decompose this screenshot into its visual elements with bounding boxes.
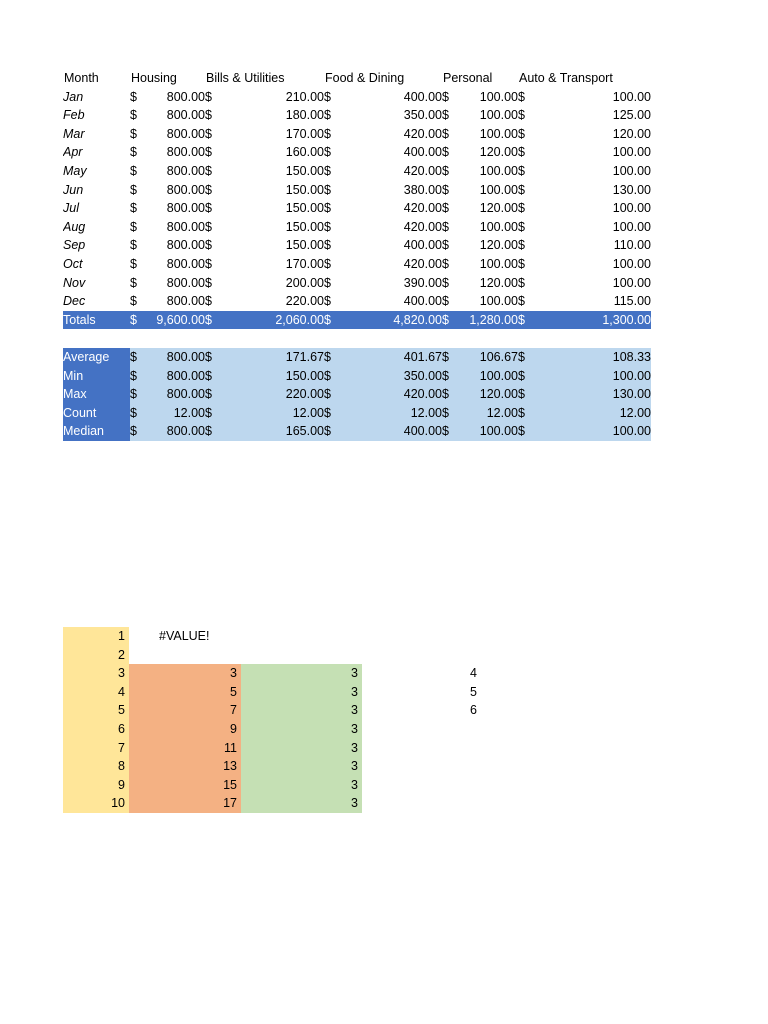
currency-symbol[interactable]: $ — [130, 275, 137, 290]
amount-cell[interactable]: 220.00 — [285, 294, 324, 309]
currency-symbol[interactable]: $ — [205, 275, 212, 290]
currency-symbol[interactable]: $ — [518, 348, 530, 367]
currency-symbol[interactable]: $ — [324, 256, 331, 271]
amount-cell[interactable]: 100.00 — [612, 201, 651, 216]
grid-cell-d[interactable] — [362, 646, 481, 665]
column-header-bills-utilities[interactable]: Bills & Utilities — [206, 71, 285, 85]
amount-cell[interactable]: 100.00 — [479, 126, 518, 141]
currency-symbol[interactable]: $ — [442, 275, 449, 290]
grid-row — [63, 757, 481, 776]
currency-symbol[interactable]: $ — [442, 238, 449, 253]
currency-symbol[interactable]: $ — [130, 385, 142, 404]
amount-cell[interactable]: 12.00 — [142, 404, 205, 423]
grid-cell-a[interactable]: 5 — [63, 701, 129, 720]
amount-cell[interactable]: 800.00 — [142, 422, 205, 441]
currency-symbol[interactable]: $ — [442, 145, 449, 160]
amount-cell[interactable]: 150.00 — [217, 367, 324, 386]
row-label[interactable]: Max — [63, 385, 130, 404]
amount-cell[interactable]: 200.00 — [285, 275, 324, 290]
amount-cell[interactable]: 401.67 — [336, 348, 442, 367]
currency-symbol[interactable]: $ — [324, 348, 336, 367]
currency-symbol[interactable]: $ — [130, 294, 137, 309]
grid-row — [63, 794, 481, 813]
amount-cell[interactable]: 110.00 — [613, 238, 651, 253]
grid-cell-a[interactable]: 1 — [63, 627, 129, 646]
grid-cell-d[interactable] — [362, 776, 481, 795]
currency-symbol[interactable]: $ — [442, 294, 449, 309]
header-row — [63, 69, 651, 88]
currency-symbol[interactable]: $ — [130, 404, 142, 423]
amount-cell[interactable]: 400.00 — [336, 422, 442, 441]
currency-symbol[interactable]: $ — [442, 404, 454, 423]
currency-symbol[interactable]: $ — [205, 89, 212, 104]
currency-symbol[interactable]: $ — [324, 404, 336, 423]
currency-symbol[interactable]: $ — [518, 256, 525, 271]
currency-symbol[interactable]: $ — [518, 201, 525, 216]
amount-cell[interactable]: 800.00 — [166, 145, 205, 160]
amount-cell[interactable]: 170.00 — [285, 256, 324, 271]
currency-symbol[interactable]: $ — [442, 182, 449, 197]
grid-cell-d[interactable]: 5 — [470, 684, 477, 699]
currency-symbol[interactable]: $ — [130, 311, 142, 330]
amount-cell[interactable]: 12.00 — [336, 404, 442, 423]
amount-cell[interactable]: 800.00 — [166, 238, 205, 253]
grid-cell-d[interactable] — [362, 720, 481, 739]
amount-cell[interactable]: 800.00 — [166, 256, 205, 271]
currency-symbol[interactable]: $ — [205, 348, 217, 367]
month-row — [63, 274, 651, 293]
grid-cell-a[interactable]: 3 — [63, 664, 129, 683]
amount-cell[interactable]: 170.00 — [285, 126, 324, 141]
currency-symbol[interactable]: $ — [324, 89, 331, 104]
amount-cell[interactable]: 1,280.00 — [454, 311, 518, 330]
row-label[interactable]: Dec — [63, 294, 86, 309]
currency-symbol[interactable]: $ — [205, 238, 212, 253]
row-label[interactable]: Jul — [63, 201, 79, 216]
grid-cell-b[interactable]: 5 — [129, 683, 241, 702]
column-header-food-dining[interactable]: Food & Dining — [325, 71, 405, 85]
grid-cell-d[interactable] — [362, 627, 481, 646]
row-label[interactable]: Sep — [63, 238, 86, 253]
grid-cell-a[interactable]: 6 — [63, 720, 129, 739]
currency-symbol[interactable]: $ — [324, 163, 331, 178]
grid-cell-b[interactable]: 9 — [129, 720, 241, 739]
grid-cell-c[interactable]: 3 — [241, 794, 362, 813]
currency-symbol[interactable]: $ — [518, 89, 525, 104]
currency-symbol[interactable]: $ — [324, 294, 331, 309]
currency-symbol[interactable]: $ — [324, 275, 331, 290]
month-row — [63, 88, 651, 107]
amount-cell[interactable]: 420.00 — [403, 256, 442, 271]
currency-symbol[interactable]: $ — [442, 385, 454, 404]
amount-cell[interactable]: 800.00 — [142, 385, 205, 404]
amount-cell[interactable]: 100.00 — [454, 367, 518, 386]
amount-cell[interactable]: 150.00 — [285, 163, 324, 178]
currency-symbol[interactable]: $ — [442, 89, 449, 104]
amount-cell[interactable]: 120.00 — [479, 275, 518, 290]
column-header-housing[interactable]: Housing — [131, 71, 177, 85]
currency-symbol[interactable]: $ — [518, 145, 525, 160]
amount-cell[interactable]: 100.00 — [479, 182, 518, 197]
amount-cell[interactable]: 130.00 — [612, 182, 651, 197]
month-row — [63, 199, 651, 218]
grid-row — [63, 739, 481, 758]
currency-symbol[interactable]: $ — [130, 163, 137, 178]
amount-cell[interactable]: 390.00 — [403, 275, 442, 290]
grid-cell-b[interactable]: 3 — [129, 664, 241, 683]
amount-cell[interactable]: 115.00 — [613, 294, 651, 309]
amount-cell[interactable]: 4,820.00 — [336, 311, 442, 330]
currency-symbol[interactable]: $ — [442, 422, 454, 441]
budget-table — [63, 69, 651, 441]
currency-symbol[interactable]: $ — [130, 348, 142, 367]
grid-row — [63, 701, 481, 720]
currency-symbol[interactable]: $ — [442, 201, 449, 216]
stat-row-count — [63, 404, 651, 423]
currency-symbol[interactable]: $ — [205, 404, 217, 423]
grid-cell-b[interactable]: 15 — [129, 776, 241, 795]
error-cell[interactable]: #VALUE! — [159, 629, 210, 643]
currency-symbol[interactable]: $ — [130, 126, 137, 141]
amount-cell[interactable]: 100.00 — [479, 294, 518, 309]
amount-cell[interactable]: 800.00 — [142, 348, 205, 367]
amount-cell[interactable]: 800.00 — [166, 89, 205, 104]
amount-cell[interactable]: 100.00 — [479, 256, 518, 271]
row-label[interactable]: May — [63, 163, 87, 178]
grid-cell-a[interactable]: 7 — [63, 739, 129, 758]
grid-cell-b[interactable] — [129, 646, 241, 665]
currency-symbol[interactable]: $ — [324, 201, 331, 216]
row-label[interactable]: Jun — [63, 182, 84, 197]
currency-symbol[interactable]: $ — [442, 126, 449, 141]
amount-cell[interactable]: 800.00 — [166, 294, 205, 309]
amount-cell[interactable]: 120.00 — [454, 385, 518, 404]
month-row — [63, 125, 651, 144]
currency-symbol[interactable]: $ — [442, 256, 449, 271]
currency-symbol[interactable]: $ — [130, 145, 137, 160]
amount-cell[interactable]: 106.67 — [454, 348, 518, 367]
amount-cell[interactable]: 130.00 — [530, 385, 651, 404]
grid-row — [63, 664, 481, 683]
grid-cell-c[interactable]: 3 — [241, 739, 362, 758]
grid-cell-a[interactable]: 4 — [63, 683, 129, 702]
amount-cell[interactable]: 100.00 — [612, 256, 651, 271]
currency-symbol[interactable]: $ — [442, 311, 454, 330]
grid-cell-d[interactable] — [362, 757, 481, 776]
stat-row-average — [63, 348, 651, 367]
amount-cell[interactable]: 420.00 — [403, 126, 442, 141]
currency-symbol[interactable]: $ — [442, 367, 454, 386]
currency-symbol[interactable]: $ — [205, 108, 212, 123]
row-label[interactable]: Jan — [63, 89, 84, 104]
amount-cell[interactable]: 800.00 — [166, 163, 205, 178]
amount-cell[interactable]: 120.00 — [479, 201, 518, 216]
month-row — [63, 106, 651, 125]
grid-row — [63, 627, 481, 646]
currency-symbol[interactable]: $ — [205, 311, 217, 330]
amount-cell[interactable]: 100.00 — [479, 108, 518, 123]
grid-cell-a[interactable]: 2 — [63, 646, 129, 665]
currency-symbol[interactable]: $ — [324, 145, 331, 160]
currency-symbol[interactable]: $ — [518, 219, 525, 234]
stat-row-median — [63, 422, 651, 441]
amount-cell[interactable]: 800.00 — [166, 219, 205, 234]
grid-cell-d[interactable]: 6 — [470, 703, 477, 718]
grid-cell-c[interactable]: 3 — [241, 664, 362, 683]
amount-cell[interactable]: 150.00 — [285, 201, 324, 216]
amount-cell[interactable]: 350.00 — [403, 108, 442, 123]
month-row — [63, 255, 651, 274]
currency-symbol[interactable]: $ — [130, 182, 137, 197]
grid-cell-c[interactable]: 3 — [241, 720, 362, 739]
row-label[interactable]: Min — [63, 367, 130, 386]
row-label[interactable]: Oct — [63, 256, 83, 271]
currency-symbol[interactable]: $ — [518, 367, 530, 386]
amount-cell[interactable]: 420.00 — [403, 163, 442, 178]
grid-cell-c[interactable]: 3 — [241, 683, 362, 702]
currency-symbol[interactable]: $ — [518, 275, 525, 290]
amount-cell[interactable]: 400.00 — [403, 238, 442, 253]
month-row — [63, 181, 651, 200]
grid-row — [63, 720, 481, 739]
currency-symbol[interactable]: $ — [518, 385, 530, 404]
row-label[interactable]: Nov — [63, 275, 86, 290]
currency-symbol[interactable]: $ — [518, 126, 525, 141]
amount-cell[interactable]: 800.00 — [166, 108, 205, 123]
grid-cell-c[interactable]: 3 — [241, 776, 362, 795]
row-label[interactable]: Count — [63, 404, 130, 423]
currency-symbol[interactable]: $ — [130, 89, 137, 104]
grid-cell-b[interactable]: 7 — [129, 701, 241, 720]
column-header-auto-transport[interactable]: Auto & Transport — [519, 71, 613, 85]
month-row — [63, 218, 651, 237]
grid-cell-c[interactable]: 3 — [241, 701, 362, 720]
currency-symbol[interactable]: $ — [205, 182, 212, 197]
grid-cell-c[interactable] — [241, 627, 362, 646]
amount-cell[interactable]: 420.00 — [403, 219, 442, 234]
amount-cell[interactable]: 100.00 — [612, 219, 651, 234]
currency-symbol[interactable]: $ — [518, 182, 525, 197]
amount-cell[interactable]: 171.67 — [217, 348, 324, 367]
currency-symbol[interactable]: $ — [518, 238, 525, 253]
currency-symbol[interactable]: $ — [205, 385, 217, 404]
amount-cell[interactable]: 120.00 — [479, 145, 518, 160]
currency-symbol[interactable]: $ — [518, 163, 525, 178]
stat-row-min — [63, 367, 651, 386]
grid-cell-b[interactable]: 11 — [129, 739, 241, 758]
grid-cell-c[interactable]: 3 — [241, 757, 362, 776]
currency-symbol[interactable]: $ — [205, 219, 212, 234]
amount-cell[interactable]: 2,060.00 — [217, 311, 324, 330]
currency-symbol[interactable]: $ — [130, 108, 137, 123]
currency-symbol[interactable]: $ — [442, 163, 449, 178]
grid-row — [63, 683, 481, 702]
month-row — [63, 236, 651, 255]
amount-cell[interactable]: 800.00 — [166, 201, 205, 216]
currency-symbol[interactable]: $ — [205, 145, 212, 160]
currency-symbol[interactable]: $ — [205, 256, 212, 271]
currency-symbol[interactable]: $ — [442, 348, 454, 367]
currency-symbol[interactable]: $ — [324, 126, 331, 141]
currency-symbol[interactable]: $ — [324, 219, 331, 234]
grid-cell-a[interactable]: 8 — [63, 757, 129, 776]
amount-cell[interactable]: 100.00 — [479, 89, 518, 104]
amount-cell[interactable]: 100.00 — [612, 275, 651, 290]
grid-cell-b[interactable]: 17 — [129, 794, 241, 813]
amount-cell[interactable]: 165.00 — [217, 422, 324, 441]
amount-cell[interactable]: 380.00 — [403, 182, 442, 197]
currency-symbol[interactable]: $ — [324, 108, 331, 123]
currency-symbol[interactable]: $ — [442, 219, 449, 234]
amount-cell[interactable]: 210.00 — [285, 89, 324, 104]
amount-cell[interactable]: 150.00 — [285, 238, 324, 253]
currency-symbol[interactable]: $ — [205, 367, 217, 386]
amount-cell[interactable]: 400.00 — [403, 294, 442, 309]
amount-cell[interactable]: 120.00 — [612, 126, 651, 141]
amount-cell[interactable]: 160.00 — [285, 145, 324, 160]
row-label[interactable]: Mar — [63, 126, 85, 141]
currency-symbol[interactable]: $ — [518, 311, 530, 330]
amount-cell[interactable]: 120.00 — [479, 238, 518, 253]
row-label[interactable]: Feb — [63, 108, 85, 123]
grid-row — [63, 646, 481, 665]
currency-symbol[interactable]: $ — [442, 108, 449, 123]
currency-symbol[interactable]: $ — [205, 422, 217, 441]
currency-symbol[interactable]: $ — [205, 126, 212, 141]
currency-symbol[interactable]: $ — [130, 422, 142, 441]
row-label[interactable]: Totals — [63, 311, 130, 330]
currency-symbol[interactable]: $ — [518, 404, 530, 423]
currency-symbol[interactable]: $ — [324, 182, 331, 197]
amount-cell[interactable]: 100.00 — [612, 163, 651, 178]
row-label[interactable]: Average — [63, 348, 130, 367]
amount-cell[interactable]: 350.00 — [336, 367, 442, 386]
amount-cell[interactable]: 420.00 — [336, 385, 442, 404]
currency-symbol[interactable]: $ — [324, 311, 336, 330]
amount-cell[interactable]: 100.00 — [530, 367, 651, 386]
currency-symbol[interactable]: $ — [130, 367, 142, 386]
amount-cell[interactable]: 9,600.00 — [142, 311, 205, 330]
currency-symbol[interactable]: $ — [205, 294, 212, 309]
amount-cell[interactable]: 100.00 — [530, 422, 651, 441]
grid-cell-a[interactable]: 10 — [63, 794, 129, 813]
amount-cell[interactable]: 800.00 — [166, 182, 205, 197]
blank-row — [63, 329, 651, 348]
amount-cell[interactable]: 100.00 — [612, 145, 651, 160]
month-row — [63, 143, 651, 162]
grid-cell-a[interactable]: 9 — [63, 776, 129, 795]
currency-symbol[interactable]: $ — [130, 219, 137, 234]
currency-symbol[interactable]: $ — [324, 422, 336, 441]
currency-symbol[interactable]: $ — [205, 163, 212, 178]
currency-symbol[interactable]: $ — [324, 367, 336, 386]
grid-cell-c[interactable] — [241, 646, 362, 665]
amount-cell[interactable]: 100.00 — [612, 89, 651, 104]
amount-cell[interactable]: 100.00 — [479, 219, 518, 234]
amount-cell[interactable]: 125.00 — [612, 108, 651, 123]
amount-cell[interactable]: 100.00 — [454, 422, 518, 441]
month-row — [63, 162, 651, 181]
amount-cell[interactable]: 400.00 — [403, 145, 442, 160]
grid-cell-d[interactable]: 4 — [470, 666, 477, 681]
grid-cell-d[interactable] — [362, 794, 481, 813]
amount-cell[interactable]: 150.00 — [285, 182, 324, 197]
amount-cell[interactable]: 800.00 — [166, 126, 205, 141]
currency-symbol[interactable]: $ — [518, 108, 525, 123]
amount-cell[interactable]: 800.00 — [142, 367, 205, 386]
amount-cell[interactable]: 400.00 — [403, 89, 442, 104]
column-header-personal[interactable]: Personal — [443, 71, 493, 85]
amount-cell[interactable]: 12.00 — [454, 404, 518, 423]
currency-symbol[interactable]: $ — [205, 201, 212, 216]
currency-symbol[interactable]: $ — [324, 238, 331, 253]
currency-symbol[interactable]: $ — [130, 256, 137, 271]
amount-cell[interactable]: 800.00 — [166, 275, 205, 290]
currency-symbol[interactable]: $ — [518, 422, 530, 441]
month-row — [63, 292, 651, 311]
grid-cell-b[interactable]: 13 — [129, 757, 241, 776]
grid-row — [63, 776, 481, 795]
amount-cell[interactable]: 1,300.00 — [530, 311, 651, 330]
amount-cell[interactable]: 220.00 — [217, 385, 324, 404]
currency-symbol[interactable]: $ — [130, 238, 137, 253]
row-label[interactable]: Apr — [63, 145, 83, 160]
amount-cell[interactable]: 150.00 — [285, 219, 324, 234]
currency-symbol[interactable]: $ — [130, 201, 137, 216]
amount-cell[interactable]: 420.00 — [403, 201, 442, 216]
amount-cell[interactable]: 180.00 — [285, 108, 324, 123]
currency-symbol[interactable]: $ — [518, 294, 525, 309]
number-grid — [63, 627, 481, 813]
row-label[interactable]: Median — [63, 422, 130, 441]
stat-row-max — [63, 385, 651, 404]
grid-cell-d[interactable] — [362, 739, 481, 758]
amount-cell[interactable]: 100.00 — [479, 163, 518, 178]
row-label[interactable]: Aug — [63, 219, 86, 234]
column-header-month[interactable]: Month — [64, 71, 99, 85]
amount-cell[interactable]: 108.33 — [530, 348, 651, 367]
amount-cell[interactable]: 12.00 — [530, 404, 651, 423]
currency-symbol[interactable]: $ — [324, 385, 336, 404]
amount-cell[interactable]: 12.00 — [217, 404, 324, 423]
totals-row — [63, 311, 651, 330]
